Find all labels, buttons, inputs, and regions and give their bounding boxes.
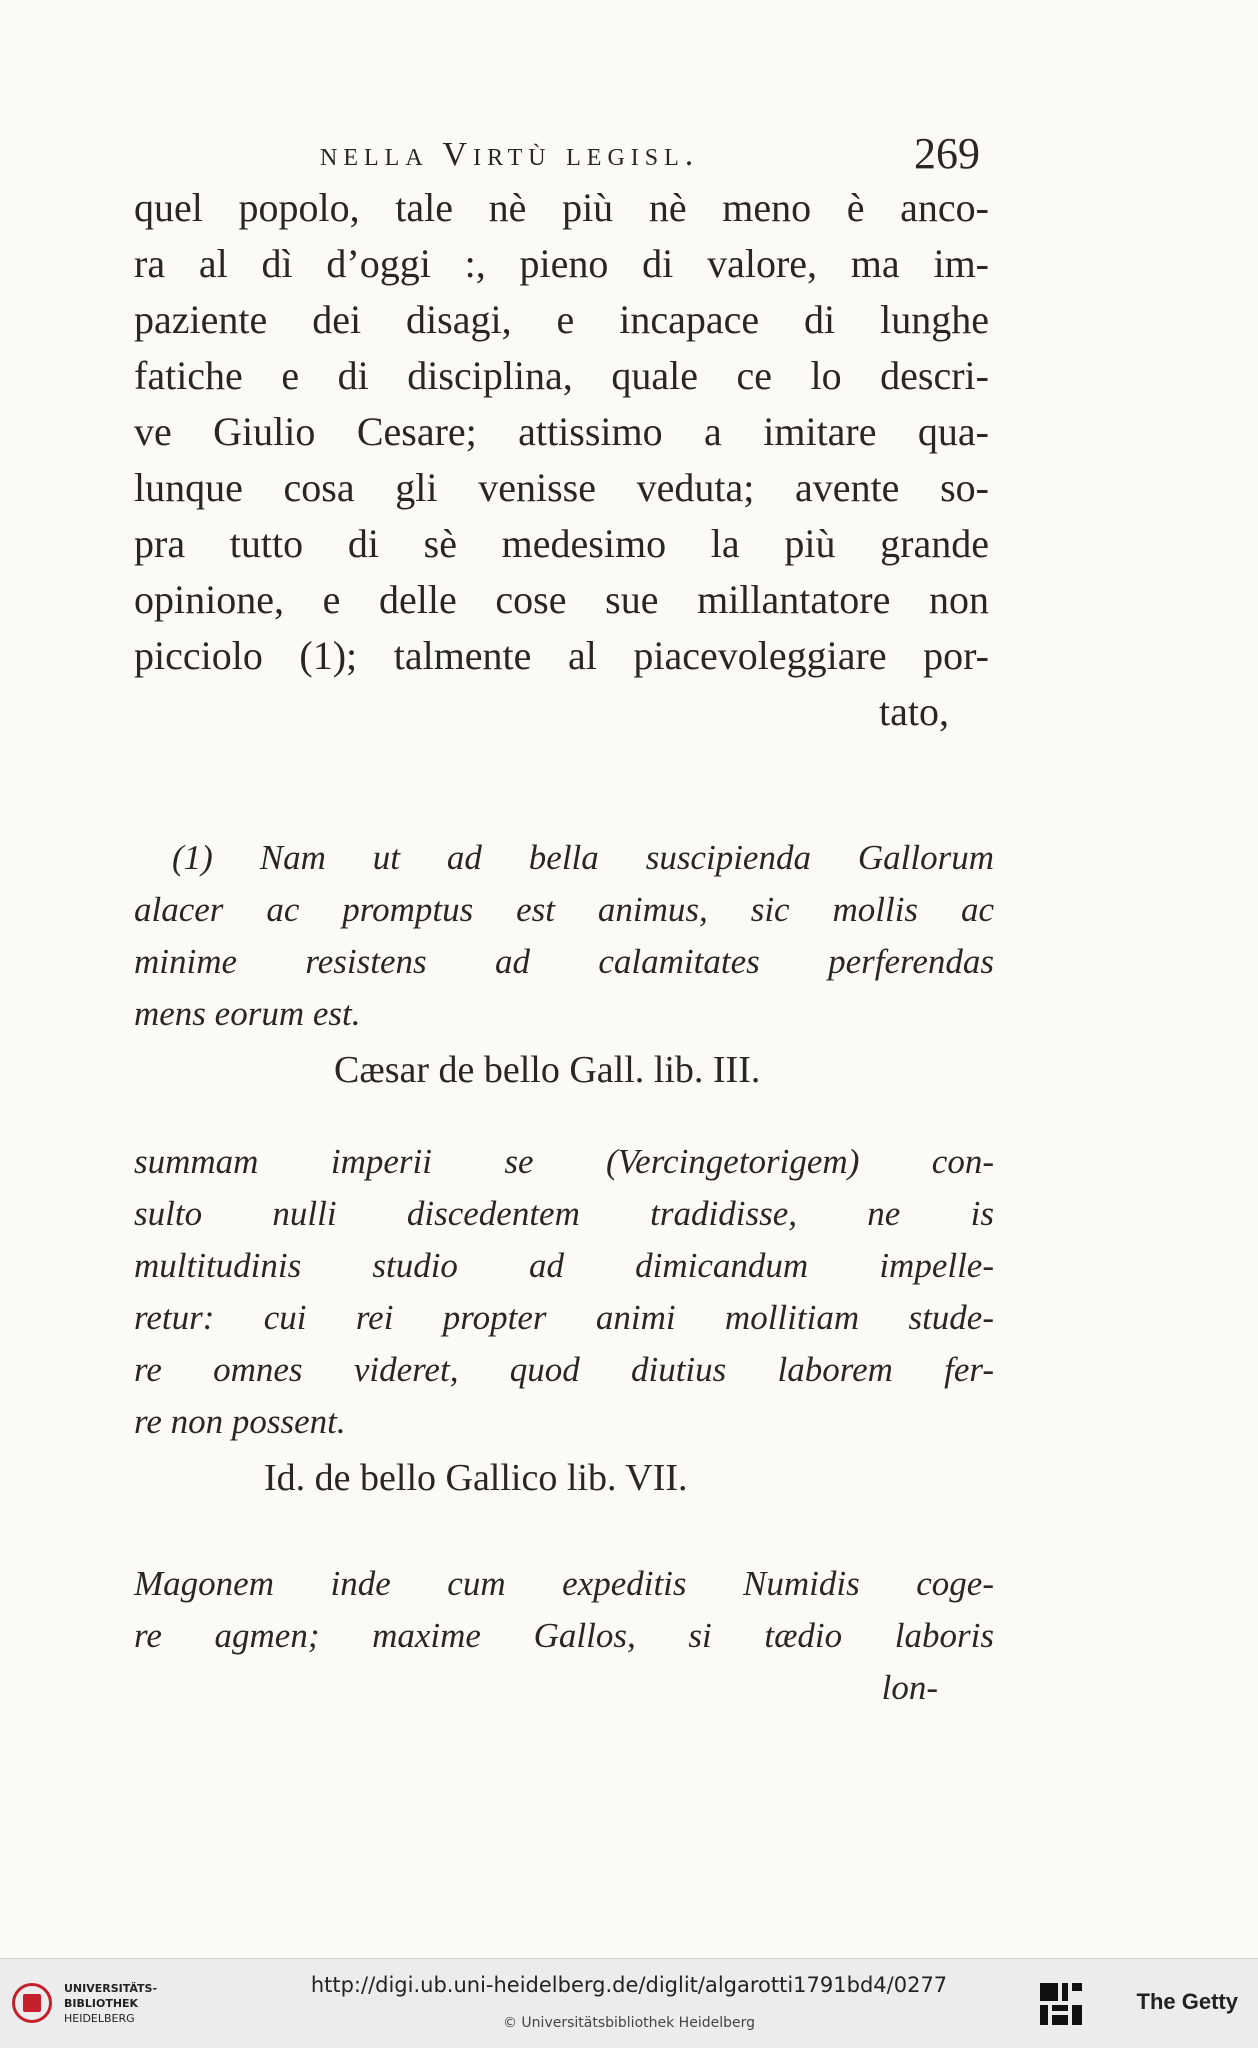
- library-name-line: BIBLIOTHEK: [64, 1997, 139, 2010]
- getty-icon: [1038, 1981, 1084, 2027]
- text-line: ra al dì d’oggi :, pieno di valore, ma im-: [134, 241, 989, 286]
- text-line-last: tato,: [879, 689, 949, 734]
- text-line: pra tutto di sè medesimo la più grande: [134, 521, 989, 566]
- copyright-notice: © Universitätsbibliothek Heidelberg: [502, 2015, 755, 2031]
- permalink-url[interactable]: http://digi.ub.uni-heidelberg.de/diglit/algarotti1791bd4/0277: [310, 1973, 948, 1997]
- footnote-line: Magonem inde cum expeditis Numidis coge-: [134, 1564, 994, 1603]
- footnote-1: [134, 832, 994, 1100]
- partner-name: The Getty: [1136, 1989, 1238, 2014]
- text-line: fatiche e di disciplina, quale ce lo descri-: [134, 353, 989, 398]
- footnote-line: re omnes videret, quod diutius laborem fer-: [134, 1350, 994, 1389]
- footnote-line: mens eorum est.: [134, 994, 361, 1033]
- footnote-line: retur: cui rei propter animi mollitiam stude-: [134, 1298, 994, 1337]
- footnote-line: re non possent.: [134, 1402, 346, 1441]
- footnote-line: re agmen; maxime Gallos, si tædio laboris: [134, 1616, 994, 1655]
- footnote-line: alacer ac promptus est animus, sic mollis ac: [134, 890, 994, 929]
- text-line: opinione, e delle cose sue millantatore non: [134, 577, 989, 622]
- text-line: lunque cosa gli venisse veduta; avente so-: [134, 465, 989, 510]
- library-name-line: UNIVERSITÄTS-: [64, 1982, 158, 1995]
- page-header: [320, 128, 980, 178]
- footnote-2: [134, 1136, 994, 1508]
- text-line: picciolo (1); talmente al piacevoleggiare por-: [134, 633, 989, 678]
- footnote-line: summam imperii se (Vercingetorigem) con-: [134, 1142, 994, 1181]
- page-number: 269: [914, 129, 980, 178]
- citation: Id. de bello Gallico lib. VII.: [264, 1457, 688, 1499]
- footnote-line: minime resistens ad calamitates perferendas: [134, 942, 994, 981]
- text-line: paziente dei disagi, e incapace di lunghe: [134, 297, 989, 342]
- main-text: [134, 180, 989, 740]
- text-line: quel popolo, tale nè più nè meno è anco-: [134, 185, 989, 230]
- running-title: nella Virtù legisl.: [320, 136, 700, 173]
- text-line: ve Giulio Cesare; attissimo a imitare qua-: [134, 409, 989, 454]
- getty-logo[interactable]: [1038, 1977, 1238, 2031]
- footnote-line: (1) Nam ut ad bella suscipienda Gallorum: [172, 838, 994, 877]
- viewer-footer: [0, 1958, 1258, 2048]
- footnote-line: sulto nulli discedentem tradidisse, ne is: [134, 1194, 994, 1233]
- library-name-line: HEIDELBERG: [64, 2012, 135, 2025]
- footnote-line: multitudinis studio ad dimicandum impelle-: [134, 1246, 994, 1285]
- citation: Cæsar de bello Gall. lib. III.: [334, 1049, 761, 1091]
- catchword: lon-: [881, 1668, 938, 1707]
- footnote-3: [134, 1558, 994, 1714]
